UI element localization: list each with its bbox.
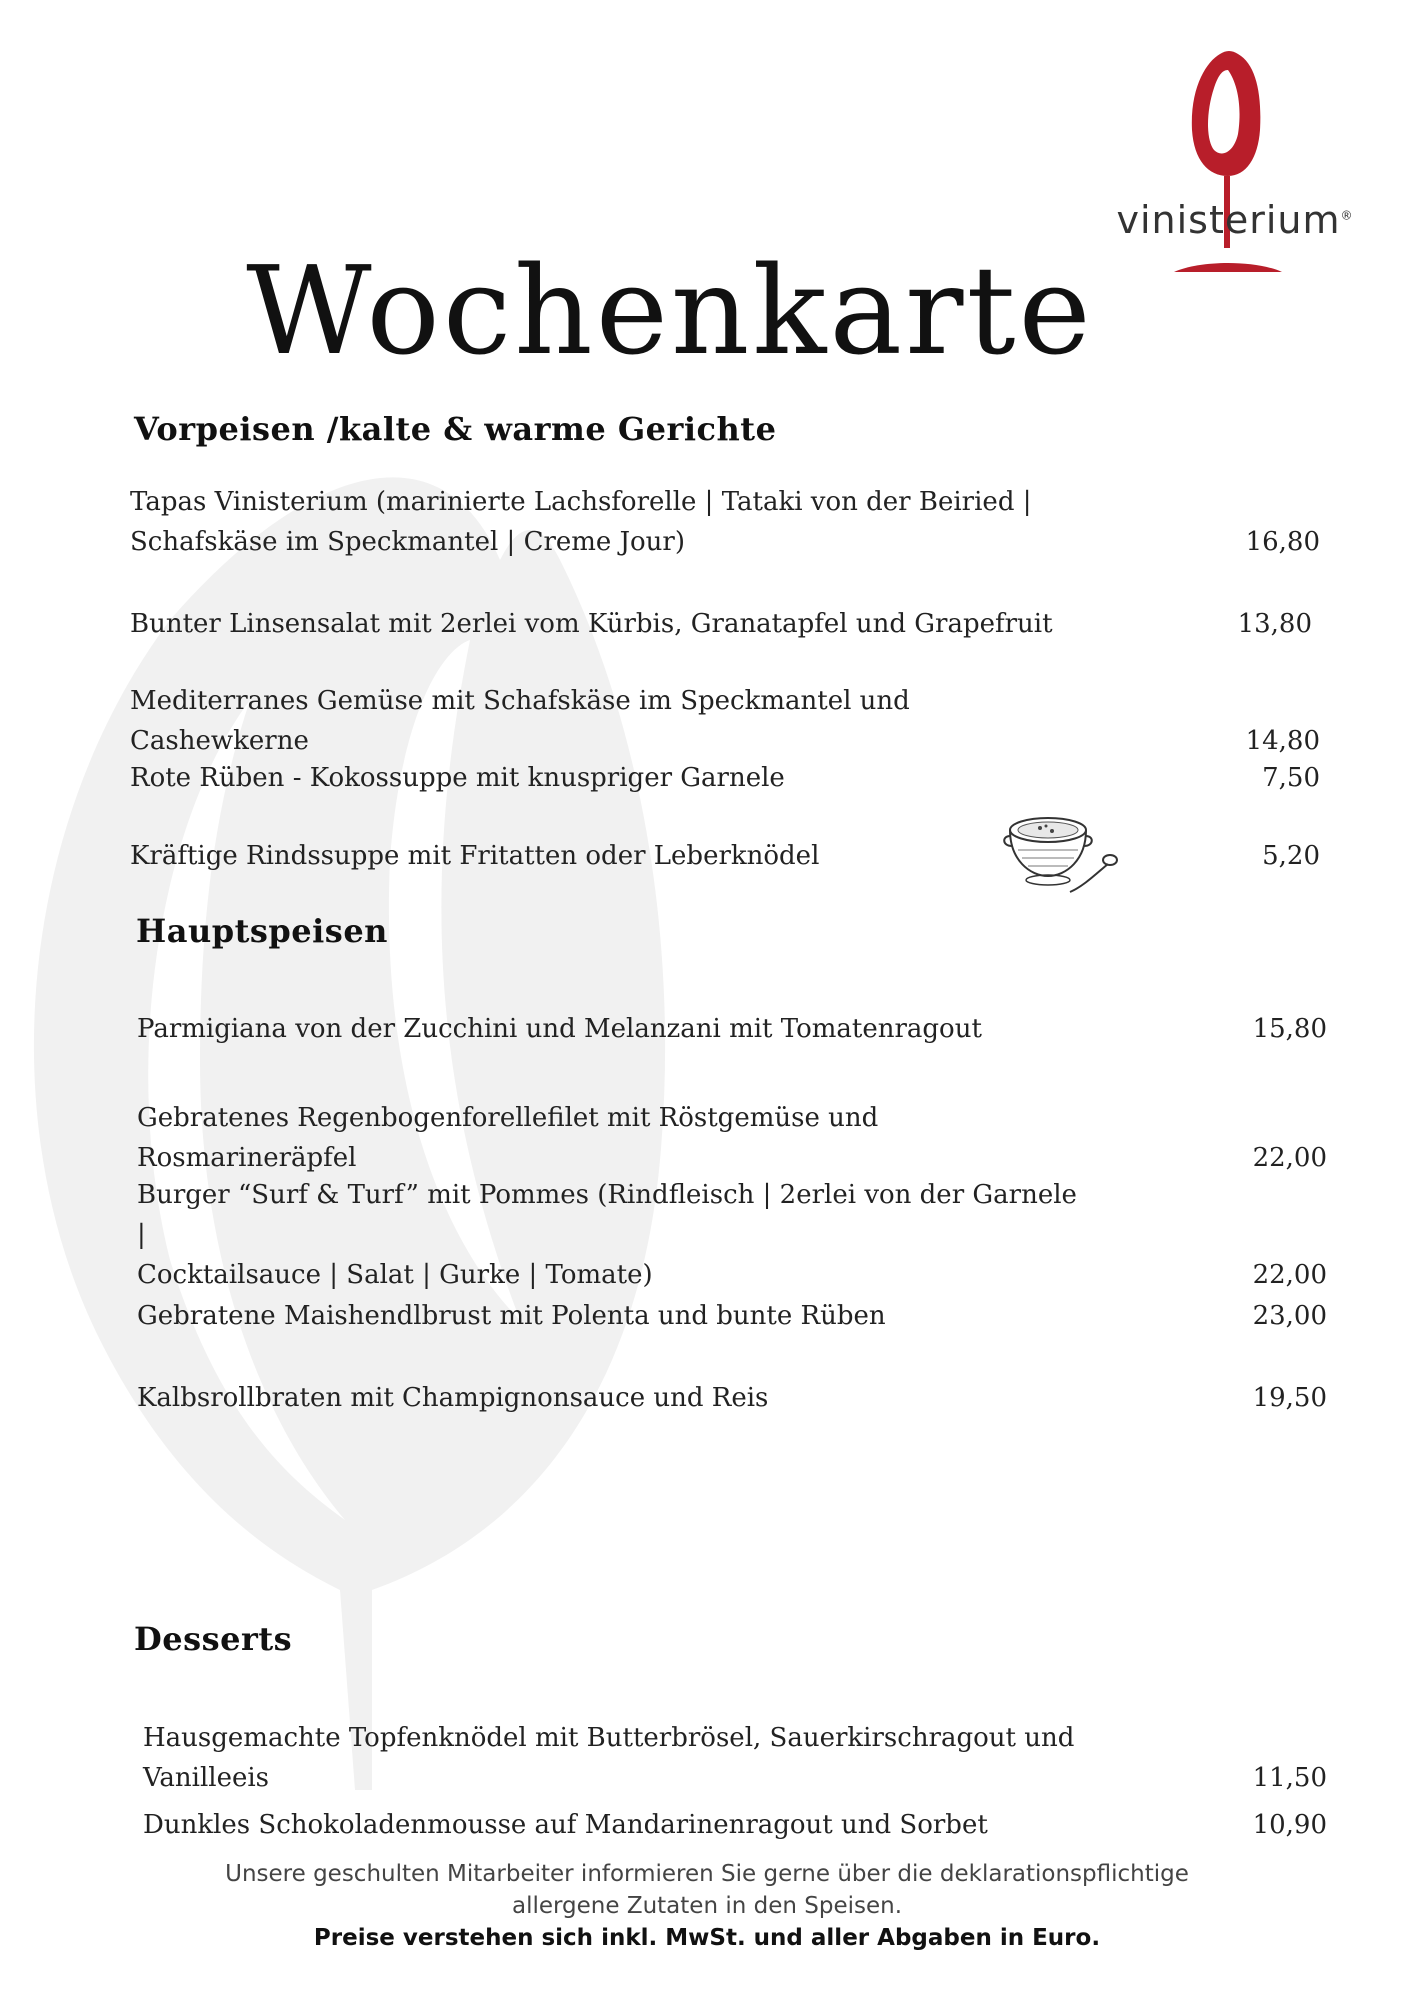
menu-item (130, 681, 1320, 761)
menu-item (137, 1175, 1327, 1295)
menu-item-name: Hausgemachte Topfenknödel mit Butterbrösel, Sauerkirschragout und Vanilleeis (143, 1723, 1075, 1793)
menu-item-price: 19,50 (1252, 1383, 1327, 1413)
section-title-desserts: Desserts (134, 1620, 293, 1658)
menu-item-price: 11,50 (1252, 1763, 1327, 1793)
soup-bowl-icon (1000, 800, 1120, 910)
menu-item-name: Bunter Linsensalat mit 2erlei vom Kürbis, Granatapfel und Grapefruit (130, 609, 1053, 639)
allergen-note-line-1: Unsere geschulten Mitarbeiter informieren Sie gerne über die deklarationspflichtige (225, 1861, 1189, 1887)
menu-item (130, 758, 1320, 798)
menu-item-price: 7,50 (1262, 763, 1320, 793)
page-title: Wochenkarte (246, 240, 1094, 382)
menu-item-name: Burger “Surf & Turf” mit Pommes (Rindfleisch | 2erlei von der Garnele | Cocktailsauce | Salat | Gurke | Tomate) (137, 1180, 1077, 1290)
menu-item-name: Tapas Vinisterium (marinierte Lachsforelle | Tataki von der Beiried | Schafskäse im Speckmantel | Creme Jour) (130, 487, 1032, 557)
menu-item (137, 1378, 1327, 1418)
allergen-note (0, 1858, 1414, 1922)
menu-item-price: 10,90 (1252, 1810, 1327, 1840)
allergen-note-line-2: allergene Zutaten in den Speisen. (511, 1893, 903, 1919)
menu-item (137, 1296, 1327, 1336)
menu-item-price: 16,80 (1245, 527, 1320, 557)
menu-item-price: 23,00 (1252, 1301, 1327, 1331)
menu-item (137, 1098, 1327, 1178)
menu-item-name: Gebratene Maishendlbrust mit Polenta und bunte Rüben (137, 1301, 886, 1331)
menu-item (137, 1009, 1327, 1049)
section-title-hauptspeisen: Hauptspeisen (136, 912, 388, 950)
menu-item (143, 1718, 1333, 1798)
menu-item-name: Mediterranes Gemüse mit Schafskäse im Speckmantel und Cashewkerne (130, 686, 910, 756)
menu-item (130, 482, 1320, 562)
menu-item-price: 13,80 (1237, 609, 1312, 639)
menu-item-price: 14,80 (1245, 726, 1320, 756)
menu-item-name: Kalbsrollbraten mit Champignonsauce und Reis (137, 1383, 769, 1413)
menu-item-name: Dunkles Schokoladenmousse auf Mandarinenragout und Sorbet (143, 1810, 988, 1840)
menu-item-name: Parmigiana von der Zucchini und Melanzani mit Tomatenragout (137, 1014, 982, 1044)
menu-item-name: Rote Rüben - Kokossuppe mit knuspriger Garnele (130, 763, 785, 793)
menu-item-price: 22,00 (1252, 1143, 1327, 1173)
menu-item-name: Kräftige Rindssuppe mit Fritatten oder Leberknödel (130, 841, 820, 871)
prices-note: Preise verstehen sich inkl. MwSt. und aller Abgaben in Euro. (313, 1925, 1101, 1951)
menu-item-name: Gebratenes Regenbogenforellefilet mit Röstgemüse und Rosmarineräpfel (137, 1103, 879, 1173)
menu-item-price: 5,20 (1262, 841, 1320, 871)
menu-item-price: 15,80 (1252, 1014, 1327, 1044)
menu-item-price: 22,00 (1252, 1260, 1327, 1290)
menu-item (130, 604, 1320, 644)
menu-item (143, 1805, 1333, 1845)
menu-item (130, 836, 1320, 876)
brand-name: vinisterium® (1116, 198, 1354, 242)
section-title-vorspeisen: Vorpeisen /kalte & warme Gerichte (134, 410, 777, 448)
